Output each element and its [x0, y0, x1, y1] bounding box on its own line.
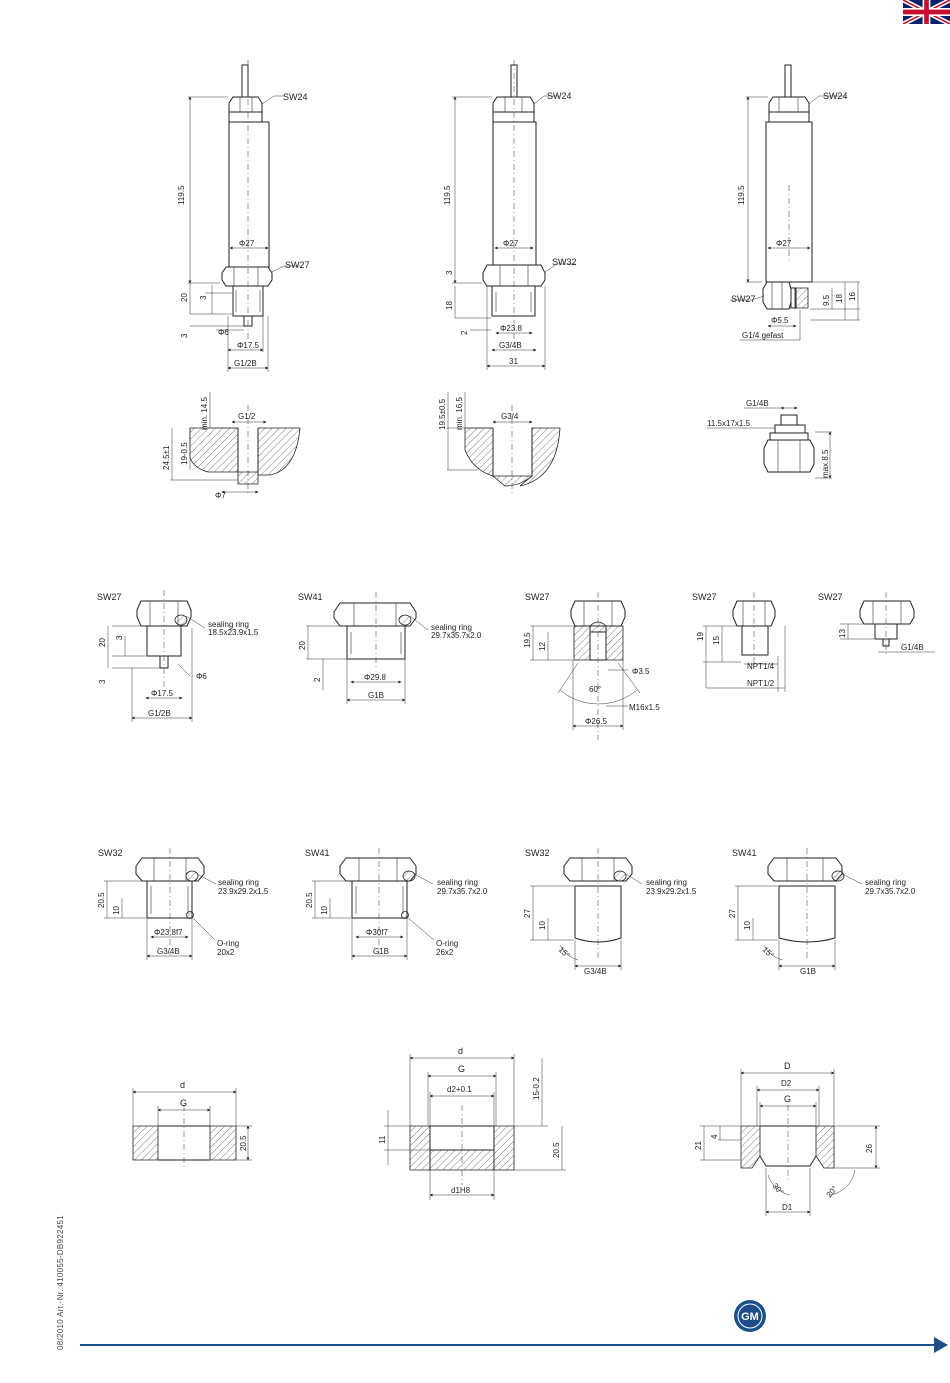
dim-19: 19 [696, 632, 705, 641]
dim-15: 15 [712, 636, 721, 645]
document-code: 08/2010 Art.-Nr.:410055-DB922451 [56, 1214, 65, 1350]
sealing-ring-size: 18.5x23.9x1.5 [208, 628, 259, 637]
sealing-ring-size: 29.7x35.7x2.0 [437, 887, 488, 896]
sw-label: SW41 [732, 848, 757, 858]
thread-label: M16x1.5 [629, 703, 660, 712]
thread-label: G3/4B [584, 967, 607, 976]
dim-245: 24.5±1 [162, 445, 171, 470]
sw-bottom-label: SW27 [731, 294, 756, 304]
sw-label: SW41 [298, 592, 323, 602]
dim-21: 21 [694, 1141, 703, 1150]
dim-11: 11 [378, 1135, 387, 1144]
phi7-label: Φ7 [215, 491, 226, 500]
sealing-ring-label: sealing ring [431, 623, 472, 632]
angle-label: 60° [589, 685, 602, 694]
company-logo-icon [733, 1299, 767, 1333]
min-depth: min. 16.5 [455, 397, 464, 430]
dim-20: 20 [98, 638, 107, 647]
D-label: D [784, 1061, 791, 1071]
sw-top-label: SW24 [547, 91, 572, 101]
adapter-3d [692, 592, 785, 692]
sealing-ring-label: sealing ring [437, 878, 478, 887]
sw-label: SW32 [98, 848, 123, 858]
dim-3a: 3 [199, 295, 208, 300]
logo-text: GM [741, 1311, 759, 1323]
dim-20: 20 [298, 641, 307, 650]
port-drawing-g14 [707, 399, 832, 478]
D2-label: D2 [781, 1079, 792, 1088]
dim-18: 18 [835, 294, 844, 303]
adapter-3b [298, 592, 482, 704]
dim-2: 2 [460, 330, 469, 335]
dim-27: 27 [728, 909, 737, 918]
d2-label: d2+0.1 [447, 1085, 472, 1094]
angle-30: 30° [770, 1181, 786, 1197]
sensor-drawing-g34b [443, 60, 577, 370]
phi-label: Φ23.8f7 [154, 928, 183, 937]
thread-label: G1B [368, 691, 385, 700]
thread-label: G3/4 [501, 412, 519, 421]
dim-3a: 3 [115, 635, 124, 640]
max-label: max.8.5 [821, 449, 830, 478]
oring-label: O-ring [217, 939, 240, 948]
sensor-drawing-g14 [730, 65, 860, 340]
weld-socket-c [694, 1061, 880, 1216]
port-drawing-g34 [438, 392, 560, 495]
length-dimension: 119.5 [177, 185, 186, 205]
dim-3: 3 [445, 270, 454, 275]
dim-205: 20.5 [305, 892, 314, 908]
sealing-ring-label: sealing ring [208, 620, 249, 629]
adapter-3e [818, 592, 935, 655]
d-label: d [180, 1080, 186, 1090]
g-label: G [784, 1094, 792, 1104]
oring-label: O-ring [436, 939, 459, 948]
thread-label: G1/4B [901, 643, 924, 652]
phi175-label: Φ17.5 [151, 689, 173, 698]
adapter-3c [523, 592, 660, 740]
dim-12: 12 [538, 642, 547, 651]
phi55-label: Φ5.5 [771, 316, 789, 325]
sealing-ring-label: sealing ring [646, 878, 687, 887]
diameter-label: Φ27 [776, 239, 792, 248]
sw-label: SW27 [97, 592, 122, 602]
thread-label: G1/4B [746, 399, 769, 408]
dim-20: 20 [180, 293, 189, 302]
dim-205: 20.5 [97, 892, 106, 908]
oring-size: 26x2 [436, 948, 454, 957]
d1-label: d1H8 [451, 1186, 471, 1195]
phi35-label: Φ3.5 [632, 667, 650, 676]
g-label: G [180, 1098, 188, 1108]
adapter-4b [305, 848, 488, 960]
dim-10: 10 [538, 921, 547, 930]
sw-top-label: SW24 [823, 91, 848, 101]
adapter-4a [97, 848, 269, 960]
phi298-label: Φ29.8 [364, 673, 386, 682]
min-depth: min. 14.5 [200, 397, 209, 430]
length-dimension: 119.5 [443, 185, 452, 205]
phi175-label: Φ17.5 [237, 341, 259, 350]
thread-label: G1B [800, 967, 817, 976]
sealing-ring-size: 23.9x29.2x1.5 [218, 887, 269, 896]
thread-label: G1/4 gefast [742, 331, 784, 340]
g-label: G [458, 1064, 466, 1074]
angle-20: 20° [824, 1184, 840, 1200]
thread-label: G1/2B [234, 359, 257, 368]
height-label: 20.5 [239, 1135, 248, 1151]
npt12-label: NPT1/2 [747, 679, 775, 688]
diameter-label: Φ27 [239, 239, 255, 248]
dim-13: 13 [838, 629, 847, 638]
d-label: d [458, 1046, 464, 1056]
dim-10: 10 [743, 921, 752, 930]
sw-label: SW27 [692, 592, 717, 602]
sw-top-label: SW24 [283, 92, 308, 102]
sealing-ring-size: 29.7x35.7x2.0 [865, 887, 916, 896]
sw-label: SW41 [305, 848, 330, 858]
adapter-4c [523, 848, 697, 976]
phi265-label: Φ26.5 [585, 717, 607, 726]
sw-bottom-label: SW27 [285, 260, 310, 270]
phi238-label: Φ23.8 [500, 324, 522, 333]
dim-195: 19.5 [523, 632, 532, 648]
dim-18: 18 [445, 301, 454, 310]
width-label: 31 [509, 357, 518, 366]
sensor-drawing-g12b [177, 60, 310, 372]
thread-label: G1/2 [238, 412, 256, 421]
thread-label: G1B [373, 947, 390, 956]
dim-15: 15-0.2 [532, 1077, 541, 1100]
phi-label: Φ30f7 [366, 928, 388, 937]
next-page-arrow-icon[interactable] [934, 1337, 948, 1353]
dim-4: 4 [710, 1134, 719, 1139]
port-drawing-g12 [162, 392, 300, 500]
sw-label: SW32 [525, 848, 550, 858]
angle-label: 15° [556, 945, 572, 960]
thread-label: G3/4B [157, 947, 180, 956]
diameter-label: Φ27 [503, 239, 519, 248]
D1-label: D1 [782, 1203, 793, 1212]
dim-2: 2 [313, 677, 322, 682]
npt14-label: NPT1/4 [747, 662, 775, 671]
sw-bottom-label: SW32 [552, 257, 577, 267]
sealing-ring-label: sealing ring [218, 878, 259, 887]
dim-3b: 3 [98, 679, 107, 684]
sw-label: SW27 [525, 592, 550, 602]
oring-label: 11.5x17x1.5 [707, 419, 750, 428]
weld-socket-b [378, 1046, 566, 1200]
oring-size: 20x2 [217, 948, 235, 957]
length-dimension: 119.5 [737, 185, 746, 205]
dim-205: 20.5 [552, 1142, 561, 1158]
dim-16: 16 [848, 292, 857, 301]
thread-label: G1/2B [148, 709, 171, 718]
weld-socket-a [133, 1080, 252, 1170]
sealing-ring-size: 29.7x35.7x2.0 [431, 631, 482, 640]
dim-19: 19-0.5 [180, 442, 189, 465]
dim-3b: 3 [180, 333, 189, 338]
dim-95: 9.5 [822, 294, 831, 306]
sealing-ring-label: sealing ring [865, 878, 906, 887]
footer-rule [80, 1344, 935, 1346]
dim-195: 19.5±0.5 [438, 398, 447, 430]
adapter-4d [728, 848, 916, 976]
thread-label: G3/4B [499, 341, 522, 350]
phi6-label: Φ6 [218, 328, 229, 337]
adapter-3a [97, 590, 259, 722]
dim-10: 10 [320, 906, 329, 915]
phi6-label: Φ6 [196, 672, 207, 681]
angle-label: 15° [760, 945, 776, 960]
dim-27: 27 [523, 909, 532, 918]
dim-26: 26 [865, 1144, 874, 1153]
sealing-ring-size: 23.9x29.2x1.5 [646, 887, 697, 896]
sw-label: SW27 [818, 592, 843, 602]
dim-10: 10 [112, 906, 121, 915]
